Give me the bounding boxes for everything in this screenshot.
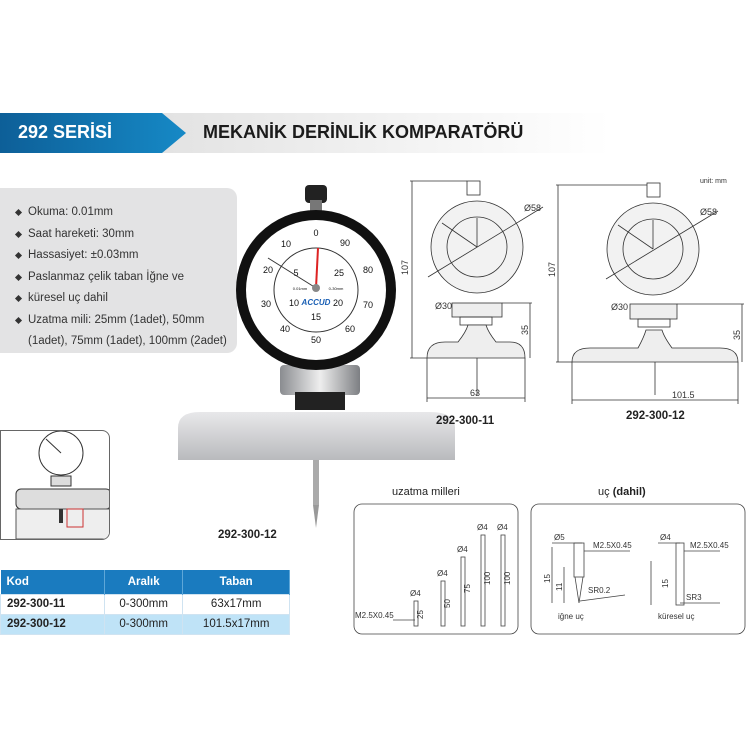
drawing-label-12: 292-300-12	[626, 410, 685, 422]
tips-box	[530, 503, 746, 635]
svg-text:M2.5X0.45: M2.5X0.45	[355, 611, 394, 620]
svg-text:11: 11	[555, 582, 564, 591]
svg-text:40: 40	[279, 324, 291, 334]
svg-text:60: 60	[344, 324, 356, 334]
svg-text:küresel uç: küresel uç	[658, 612, 695, 621]
tips-title: uç (dahil)	[598, 486, 646, 498]
brand-logo: ACCUD	[301, 298, 331, 307]
svg-text:20: 20	[262, 265, 274, 275]
svg-text:35: 35	[520, 324, 530, 335]
svg-text:50: 50	[443, 599, 452, 608]
needle-tip	[543, 533, 632, 621]
svg-text:0-30mm: 0-30mm	[328, 286, 344, 291]
svg-text:0.01mm: 0.01mm	[292, 286, 308, 291]
drawing-292-300-11	[400, 181, 543, 402]
svg-text:Ø4: Ø4	[410, 589, 421, 598]
svg-text:63: 63	[470, 388, 481, 398]
spec-item: Uzatma mili: 25mm (1adet), 50mm	[14, 310, 237, 332]
svg-text:Ø5: Ø5	[554, 533, 565, 542]
svg-text:Ø30: Ø30	[435, 301, 453, 311]
svg-text:80: 80	[362, 265, 374, 275]
svg-text:5: 5	[293, 268, 299, 278]
ball-tip	[651, 533, 729, 621]
spec-item: Okuma: 0.01mm	[14, 202, 237, 224]
extension-rods-box	[353, 503, 519, 635]
svg-text:Ø58: Ø58	[524, 203, 542, 213]
spec-item: Hassasiyet: ±0.03mm	[14, 245, 237, 267]
svg-text:SR3: SR3	[686, 593, 702, 602]
svg-text:75: 75	[463, 584, 472, 593]
svg-text:unit: mm: unit: mm	[700, 178, 727, 185]
spec-item: Saat hareketi: 30mm	[14, 224, 237, 246]
series-label: 292 SERİSİ	[18, 122, 113, 142]
drawing-label-11: 292-300-11	[436, 415, 495, 427]
svg-text:100: 100	[503, 571, 512, 585]
technical-drawings	[400, 170, 750, 440]
spec-item: Paslanmaz çelik taban İğne ve	[14, 267, 237, 289]
svg-text:10: 10	[288, 298, 300, 308]
svg-text:50: 50	[310, 335, 322, 345]
svg-text:M2.5X0.45: M2.5X0.45	[593, 541, 632, 550]
svg-text:100: 100	[483, 571, 492, 585]
svg-text:Ø58: Ø58	[700, 207, 718, 217]
svg-text:70: 70	[362, 300, 374, 310]
svg-text:107: 107	[547, 261, 557, 277]
table-row: 292-300-11 0-300mm 63x17mm	[1, 594, 290, 614]
svg-text:35: 35	[732, 329, 742, 340]
drawing-292-300-12	[547, 183, 744, 404]
svg-text:Ø30: Ø30	[611, 302, 629, 312]
rods-title: uzatma milleri	[392, 486, 460, 498]
svg-text:Ø4: Ø4	[660, 533, 671, 542]
svg-text:90: 90	[339, 238, 351, 248]
svg-text:25: 25	[333, 268, 345, 278]
svg-text:15: 15	[543, 574, 552, 583]
svg-text:iğne uç: iğne uç	[558, 612, 584, 621]
svg-text:101.5: 101.5	[672, 390, 695, 400]
svg-text:0: 0	[313, 228, 319, 238]
svg-text:10: 10	[280, 239, 292, 249]
svg-text:107: 107	[400, 259, 410, 275]
svg-text:Ø4: Ø4	[497, 523, 508, 532]
svg-text:20: 20	[332, 298, 344, 308]
spec-table: Kod Aralık Taban 292-300-11 0-300mm 63x17mm 292-300-12 0-300mm 101.5x17mm	[0, 570, 290, 635]
svg-text:30: 30	[260, 299, 272, 309]
svg-text:Ø4: Ø4	[457, 545, 468, 554]
svg-text:Ø4: Ø4	[437, 569, 448, 578]
spec-item: (1adet), 75mm (1adet), 100mm (2adet)	[28, 335, 227, 347]
svg-text:SR0.2: SR0.2	[588, 586, 611, 595]
svg-text:Ø4: Ø4	[477, 523, 488, 532]
svg-text:25: 25	[416, 610, 425, 619]
photo-model-label: 292-300-12	[218, 529, 277, 541]
svg-text:15: 15	[310, 312, 322, 322]
spec-item: küresel uç dahil	[14, 288, 237, 310]
page-title: MEKANİK DERİNLİK KOMPARATÖRÜ	[203, 122, 524, 142]
table-row: 292-300-12 0-300mm 101.5x17mm	[1, 614, 290, 634]
svg-text:15: 15	[661, 579, 670, 588]
svg-text:M2.5X0.45: M2.5X0.45	[690, 541, 729, 550]
usage-inset	[0, 430, 110, 540]
